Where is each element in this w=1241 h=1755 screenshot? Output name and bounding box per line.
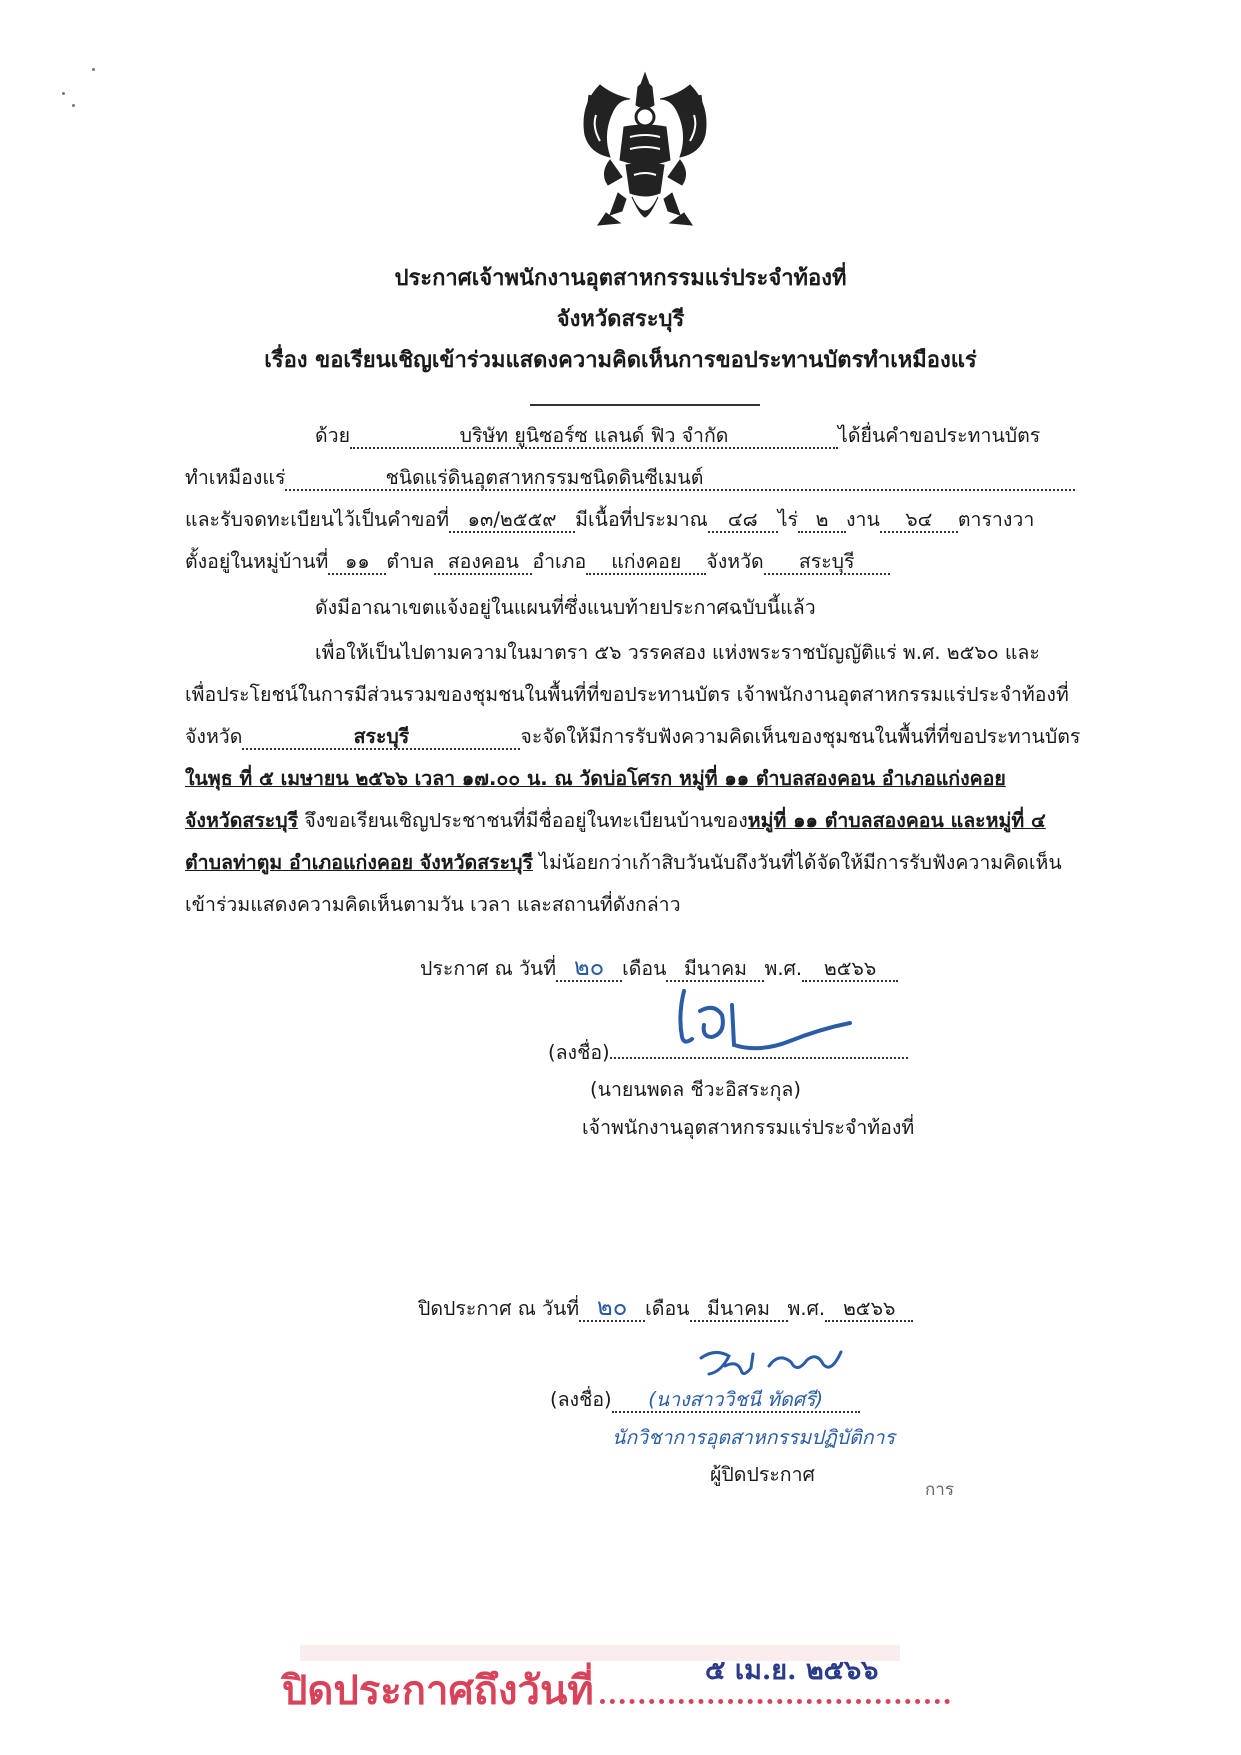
sign-label-1: (ลงชื่อ): [548, 1041, 610, 1064]
posting-date-label: ปิดประกาศ ณ วันที่: [418, 1297, 580, 1320]
province-name: สระบุรี: [242, 727, 520, 750]
text-village-label: ตั้งอยู่ในหมู่บ้านที่: [185, 550, 329, 573]
posting-day: ๒๐: [579, 1295, 645, 1322]
signer2-name: (นางสาววิชนี ทัดศรี): [612, 1390, 860, 1413]
para3-line1: เพื่อให้เป็นไปตามความในมาตรา ๕๖ วรรคสอง แห่งพระราชบัญญัติแร่ พ.ศ. ๒๕๖๐ และ: [315, 641, 1040, 664]
scan-speck: [92, 68, 95, 71]
announce-month: มีนาคม: [666, 959, 764, 982]
text-hearing: จะจัดให้มีการรับฟังความคิดเห็นของชุมชนในพื้นที่ที่ขอประทานบัตร: [520, 725, 1081, 748]
hearing-date-place: ในพุธ ที่ ๕ เมษายน ๒๕๖๖ เวลา ๑๗.๐๐ น. ณ วัดบ่อโศรก หมู่ที่ ๑๑ ตำบลสองคอน อำเภอแก่งคอย: [185, 767, 1006, 790]
posting-year-label: พ.ศ.: [787, 1297, 826, 1320]
stamp-label: ปิดประกาศถึงวันที่: [282, 1668, 594, 1714]
mineral-type: ชนิดแร่ดินอุตสาหกรรมชนิดดินซีเมนต์: [285, 468, 1075, 491]
title-divider: [530, 404, 760, 406]
announce-day: ๒๐: [556, 955, 622, 982]
wa-label: ตารางวา: [957, 508, 1035, 531]
para1-line1: [315, 426, 1040, 449]
signature-2-icon: [695, 1338, 855, 1388]
amphoe-name: แก่งคอย: [586, 552, 706, 575]
sign-label-2: (ลงชื่อ): [550, 1388, 612, 1411]
sign-line-1: [548, 1043, 908, 1063]
posting-year: ๒๕๖๖: [825, 1299, 913, 1322]
announce-month-label: เดือน: [622, 957, 667, 980]
posting-month: มีนาคม: [690, 1299, 788, 1322]
para3-line5: [185, 811, 1046, 831]
title-line-2: จังหวัดสระบุรี: [556, 307, 685, 332]
para2: ดังมีอาณาเขตแจ้งอยู่ในแผนที่ซึ่งแนบท้ายประกาศฉบับนี้แล้ว: [315, 596, 816, 619]
para3-line2: เพื่อประโยชน์ในการมีส่วนรวมของชุมชนในพื้นที่ที่ขอประทานบัตร เจ้าพนักงานอุตสาหกรรมแร่ประจำท้องที่: [185, 683, 1069, 706]
request-number: ๑๓/๒๕๕๙: [449, 510, 575, 533]
signer2-role: ผู้ปิดประกาศ: [710, 1463, 815, 1486]
scan-speck: [62, 92, 65, 95]
area-rai: ๔๘: [708, 510, 778, 533]
tambon-name: สองคอน: [434, 552, 532, 575]
posting-date: [418, 1295, 913, 1322]
invited-tambon: ตำบลท่าตูม อำเภอแก่งคอย จังหวัดสระบุรี: [185, 851, 533, 874]
announce-date-label: ประกาศ ณ วันที่: [420, 957, 557, 980]
para1-line2: [185, 468, 1075, 491]
para3-line3: [185, 727, 1080, 750]
tambon-label: ตำบล: [386, 550, 435, 573]
village-number: ๑๑: [328, 552, 386, 575]
para3-line6: [185, 853, 1062, 873]
stamp-dots: [600, 1699, 950, 1704]
text-ninety-days: ไม่น้อยกว่าเก้าสิบวันนับถึงวันที่ได้จัดให้มีการรับฟังความคิดเห็น: [532, 851, 1062, 874]
rai-label: ไร่: [777, 508, 799, 531]
text-mining: ทำเหมืองแร่: [185, 466, 286, 489]
signer1-name-text: (นายนพดล ชีวะอิสระกุล): [590, 1078, 801, 1101]
hearing-province: จังหวัดสระบุรี: [185, 809, 299, 832]
text-with: ด้วย: [315, 424, 351, 447]
changwat-label: จังหวัด: [706, 550, 764, 573]
para1-line3: [185, 510, 1034, 533]
area-ngan: ๒: [798, 510, 846, 533]
invited-villages: หมู่ที่ ๑๑ ตำบลสองคอน และหมู่ที่ ๔: [747, 809, 1046, 832]
text-request-no-label: และรับจดทะเบียนไว้เป็นคำขอที่: [185, 508, 450, 531]
title-line-3: เรื่อง ขอเรียนเชิญเข้าร่วมแสดงความคิดเห็นการขอประทานบัตรทำเหมืองแร่: [264, 348, 977, 373]
para1-line4: [185, 552, 890, 575]
posting-month-label: เดือน: [645, 1297, 690, 1320]
margin-fragment: การ: [925, 1480, 954, 1500]
text-province-label: จังหวัด: [185, 725, 243, 748]
title-line-1: ประกาศเจ้าพนักงานอุตสาหกรรมแร่ประจำท้องที่: [394, 266, 847, 291]
area-wa: ๖๔: [880, 510, 958, 533]
amphoe-label: อำเภอ: [532, 550, 587, 573]
signature-line-1: [610, 1056, 908, 1059]
para3-line7: เข้าร่วมแสดงความคิดเห็นตามวัน เวลา และสถานที่ดังกล่าว: [185, 893, 681, 916]
announce-year-label: พ.ศ.: [764, 957, 803, 980]
sign-line-2: [550, 1390, 860, 1413]
garuda-emblem-icon: [560, 65, 730, 230]
scan-speck: [72, 104, 75, 107]
text-submitted: ได้ยื่นคำขอประทานบัตร: [838, 424, 1041, 447]
text-area-label: มีเนื้อที่ประมาณ: [575, 508, 708, 531]
changwat-name: สระบุรี: [764, 552, 890, 575]
signer1-position: เจ้าพนักงานอุตสาหกรรมแร่ประจำท้องที่: [582, 1116, 915, 1139]
company-name: บริษัท ยูนิซอร์ซ แลนด์ ฟิว จำกัด: [350, 426, 838, 449]
announce-year: ๒๕๖๖: [802, 959, 898, 982]
stamp-date: ๕ เม.ย. ๒๕๖๖: [705, 1655, 879, 1686]
signer1-name: [0, 1080, 1241, 1100]
text-invite: จึงขอเรียนเชิญประชาชนที่มีชื่ออยู่ในทะเบียนบ้านของ: [298, 809, 748, 832]
signer2-position: นักวิชาการอุตสาหกรรมปฏิบัติการ: [612, 1426, 895, 1449]
ngan-label: งาน: [846, 508, 880, 531]
